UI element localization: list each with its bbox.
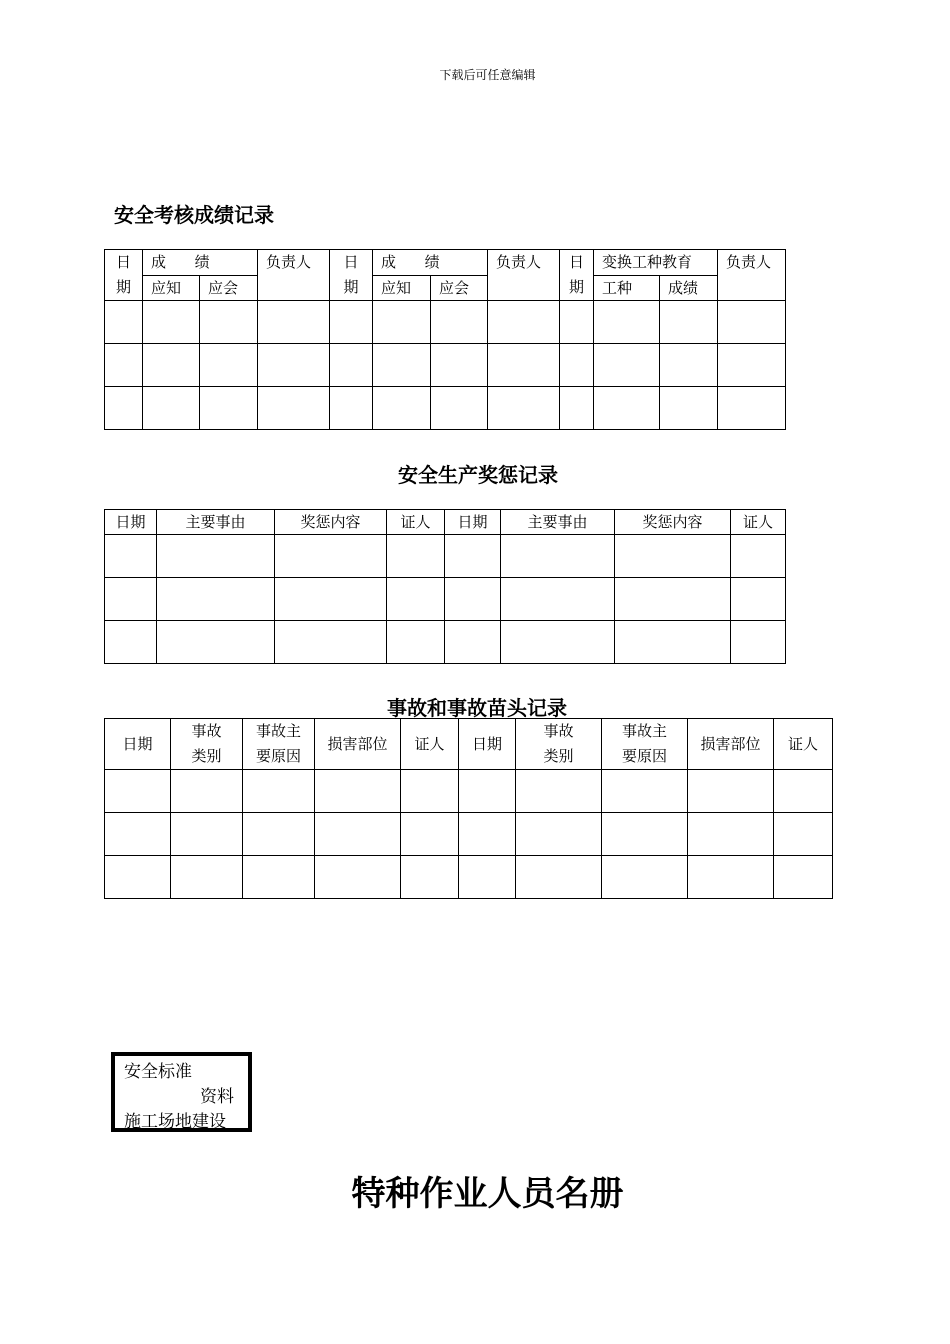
table-row — [105, 578, 786, 621]
exam-result: 成绩 — [660, 275, 718, 301]
header-note: 下载后可任意编辑 — [439, 68, 536, 82]
exam-should-know: 应知 — [143, 275, 200, 301]
reward-header-cell: 主要事由 — [157, 510, 275, 535]
exam-transfer-header: 变换工种教育 — [594, 250, 718, 276]
accident-header-row — [105, 719, 833, 770]
reward-table-title: 安全生产奖惩记录 — [398, 463, 558, 487]
special-workers-title: 特种作业人员名册 — [351, 1174, 624, 1214]
accident-header-cell: 证人 — [401, 719, 459, 770]
exam-date-header-2: 日 期 — [330, 250, 373, 301]
box-line-3: 施工场地建设 — [124, 1112, 226, 1132]
reward-header-cell: 主要事由 — [501, 510, 615, 535]
safety-standard-box — [111, 1052, 252, 1132]
table-row — [105, 770, 833, 813]
exam-score-header-2: 成 绩 — [373, 250, 488, 276]
accident-table-title: 事故和事故苗头记录 — [387, 696, 567, 720]
table-row — [105, 856, 833, 899]
exam-score-header: 成 绩 — [143, 250, 258, 276]
reward-header-cell: 日期 — [105, 510, 157, 535]
accident-header-cell: 事故主 要原因 — [243, 719, 315, 770]
exam-should-know-2: 应知 — [373, 275, 431, 301]
box-line-1: 安全标准 — [124, 1062, 192, 1082]
exam-table-title: 安全考核成绩记录 — [114, 203, 274, 227]
accident-header-cell: 证人 — [774, 719, 833, 770]
accident-header-cell: 事故 类别 — [171, 719, 243, 770]
accident-header-cell: 事故 类别 — [516, 719, 602, 770]
accident-header-cell: 损害部位 — [315, 719, 401, 770]
exam-date-header-3: 日 期 — [560, 250, 594, 301]
accident-header-cell: 损害部位 — [688, 719, 774, 770]
reward-header-cell: 奖惩内容 — [275, 510, 387, 535]
exam-responsible-header: 负责人 — [258, 250, 330, 301]
accident-header-cell: 事故主 要原因 — [602, 719, 688, 770]
table-row — [105, 387, 786, 430]
exam-record-table — [104, 249, 786, 430]
reward-header-row — [105, 510, 786, 535]
accident-record-table — [104, 718, 833, 899]
table-row — [105, 813, 833, 856]
reward-header-cell: 证人 — [731, 510, 786, 535]
table-row — [105, 535, 786, 578]
accident-header-cell: 日期 — [459, 719, 516, 770]
exam-responsible-header-2: 负责人 — [488, 250, 560, 301]
table-row — [105, 621, 786, 664]
reward-record-table — [104, 509, 786, 664]
table-row — [105, 301, 786, 344]
exam-date-header: 日 期 — [105, 250, 143, 301]
exam-should-do: 应会 — [200, 275, 258, 301]
reward-header-cell: 日期 — [445, 510, 501, 535]
box-line-2: 资料 — [200, 1087, 234, 1107]
exam-responsible-header-3: 负责人 — [718, 250, 786, 301]
table-row — [105, 344, 786, 387]
reward-header-cell: 证人 — [387, 510, 445, 535]
exam-job-type: 工种 — [594, 275, 660, 301]
accident-header-cell: 日期 — [105, 719, 171, 770]
reward-header-cell: 奖惩内容 — [615, 510, 731, 535]
exam-should-do-2: 应会 — [431, 275, 488, 301]
